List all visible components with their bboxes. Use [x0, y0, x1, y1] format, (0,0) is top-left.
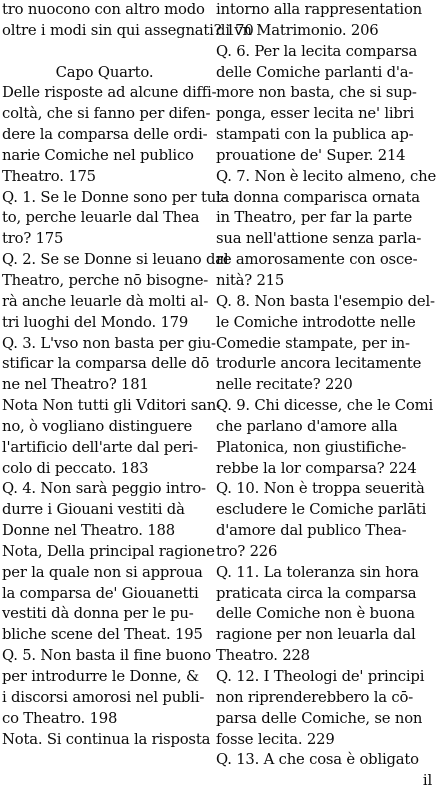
index-line: Q. 13. A che cosa è obligato	[216, 751, 419, 769]
index-line: nità? 215	[216, 271, 285, 289]
index-line: d'amore dal publico Thea-	[216, 522, 407, 540]
index-line: delle Comiche non è buona	[216, 605, 415, 623]
index-line: intorno alla rappresentation	[216, 1, 422, 18]
index-line: rebbe la lor comparsa? 224	[216, 459, 417, 477]
index-line: per la quale non si approua	[2, 563, 203, 581]
index-line: tro? 226	[216, 542, 278, 560]
index-line: ne nel Theatro? 181	[2, 376, 149, 394]
index-line: Donne nel Theatro. 188	[2, 522, 175, 540]
index-line: Q. 2. Se se Donne si leuano dal	[2, 251, 229, 269]
index-line: no, ò vogliano distinguere	[2, 417, 193, 435]
index-line: Q. 6. Per la lecita comparsa	[216, 42, 418, 60]
index-line: stificar la comparsa delle dō	[2, 355, 210, 373]
index-line: Theatro. 175	[2, 167, 96, 185]
index-line: che parlano d'amore alla	[216, 417, 398, 435]
index-line: delle Comiche parlanti d'a-	[216, 63, 414, 81]
index-line: Nota, Della principal ragione	[2, 542, 215, 560]
index-line: oltre i modi sin qui assegnati? 170	[2, 21, 254, 39]
index-line: ragione per non leuarla dal	[216, 626, 416, 644]
index-line: fosse lecita. 229	[216, 730, 335, 748]
index-line: stampati con la publica ap-	[216, 126, 414, 144]
catchword: il	[422, 772, 432, 790]
index-line: coltà, che si fanno per difen-	[2, 105, 211, 123]
index-line: durre i Giouani vestiti dà	[2, 501, 185, 519]
index-line: i discorsi amorosi nel publi-	[2, 688, 205, 706]
index-line: rà anche leuarle dà molti al-	[2, 292, 209, 310]
index-line: Comedie stampate, per in-	[216, 334, 410, 352]
index-line: more non basta, che si sup-	[216, 84, 417, 102]
index-line: Q. 12. I Theologi de' principi	[216, 668, 425, 685]
index-line: dere la comparsa delle ordi-	[2, 126, 208, 144]
index-line: Q. 3. L'vso non basta per giu-	[2, 334, 216, 352]
index-line: Q. 9. Chi dicesse, che le Comi	[216, 397, 433, 415]
index-line: le Comiche introdotte nelle	[216, 313, 416, 331]
index-line: per introdurre le Donne, &	[2, 668, 199, 685]
index-line: Platonica, non giustifiche-	[216, 438, 407, 456]
index-line: tro nuocono con altro modo	[2, 1, 205, 18]
index-line: Q. 7. Non è lecito almeno, che	[216, 167, 436, 185]
index-line: ponga, esser lecita ne' libri	[216, 105, 415, 123]
index-line: la donna comparisca ornata	[216, 188, 420, 206]
index-line: Q. 4. Non sarà peggio intro-	[2, 480, 206, 498]
index-line: Q. 5. Non basta il fine buono	[2, 647, 211, 665]
index-line: sua nell'attione senza parla-	[216, 230, 422, 248]
index-line: Nota. Si continua la risposta	[2, 730, 211, 748]
index-line: escludere le Comiche parlāti	[216, 501, 427, 519]
index-line: in Theatro, per far la parte	[216, 209, 413, 227]
index-line: prouatione de' Super. 214	[216, 146, 406, 164]
index-line: l'artificio dell'arte dal peri-	[2, 438, 198, 456]
index-line: Q. 11. La toleranza sin hora	[216, 563, 419, 581]
index-line: praticata circa la comparsa	[216, 584, 417, 602]
index-column-right	[216, 0, 436, 792]
chapter-heading: Capo Quarto.	[55, 63, 154, 81]
index-line: nelle recitate? 220	[216, 376, 353, 394]
index-line: Theatro. 228	[216, 647, 310, 665]
index-line: Q. 8. Non basta l'esempio del-	[216, 292, 435, 310]
index-line: colo di peccato. 183	[2, 459, 149, 477]
index-line: parsa delle Comiche, se non	[216, 709, 423, 727]
index-line: re amorosamente con osce-	[216, 251, 418, 269]
index-line: narie Comiche nel publico	[2, 146, 194, 164]
index-line: bliche scene del Theat. 195	[2, 626, 203, 644]
index-line: Q. 1. Se le Donne sono per tut-	[2, 188, 227, 206]
index-line: Q. 10. Non è troppa seuerità	[216, 480, 425, 498]
index-line: la comparsa de' Giouanetti	[2, 584, 199, 602]
index-line: tri luoghi del Mondo. 179	[2, 313, 189, 331]
index-line: to, perche leuarle dal Thea	[2, 209, 200, 227]
blank-line	[2, 42, 207, 63]
index-line: di vn Matrimonio. 206	[216, 21, 379, 39]
index-line: Nota Non tutti gli Vditori san-	[2, 397, 221, 415]
index-line: Theatro, perche nō bisogne-	[2, 271, 209, 289]
index-line: vestiti dà donna per le pu-	[2, 605, 194, 623]
index-line: co Theatro. 198	[2, 709, 118, 727]
index-line: non riprenderebbero la cō-	[216, 688, 414, 706]
index-line: trodurle ancora lecitamente	[216, 355, 422, 373]
index-line: tro? 175	[2, 230, 64, 248]
index-line: Delle risposte ad alcune diffi-	[2, 84, 217, 102]
